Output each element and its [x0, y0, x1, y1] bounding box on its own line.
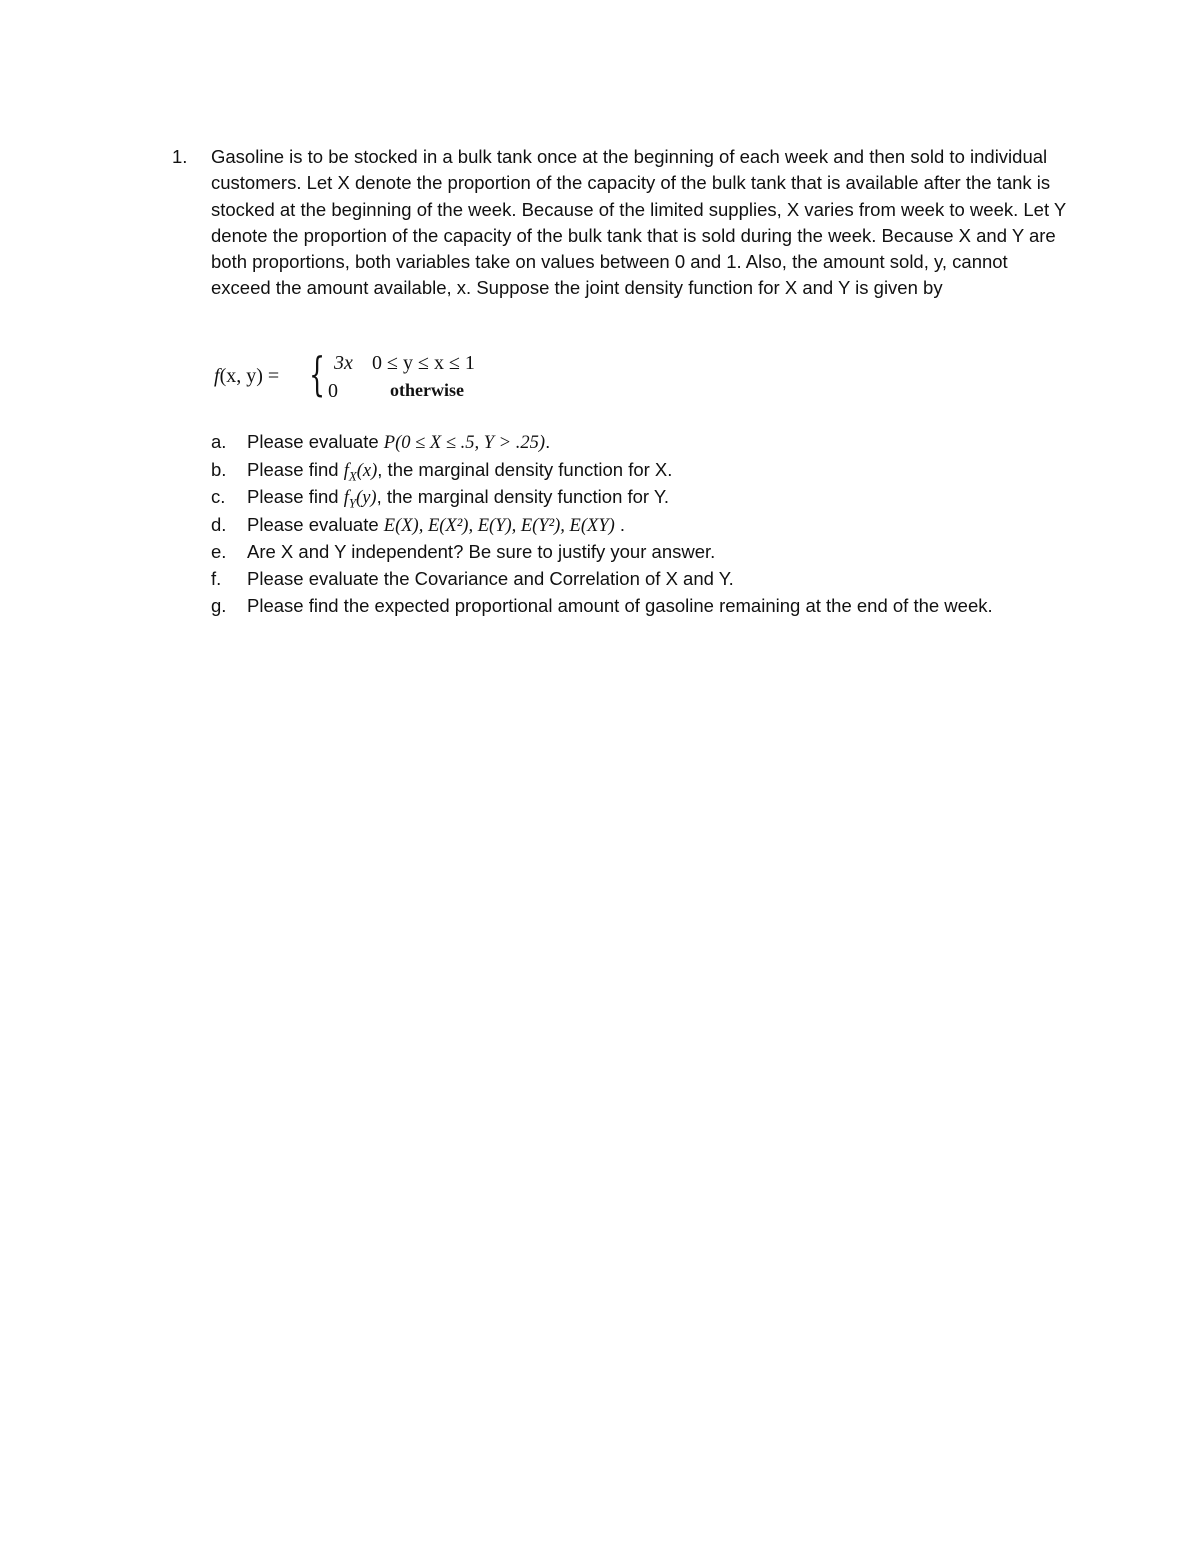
- subpart-text-end: .: [545, 431, 551, 452]
- case-2-value: 0: [328, 380, 338, 402]
- subpart-text: Please find: [247, 486, 344, 508]
- subpart-text-end: , the marginal density function for Y.: [376, 486, 669, 508]
- subpart-b: [211, 457, 1091, 485]
- subpart-list: [211, 429, 1091, 619]
- subpart-text-end: , the marginal density function for X.: [377, 458, 673, 480]
- subpart-math: E(X), E(X²), E(Y), E(Y²), E(XY): [383, 515, 615, 536]
- subpart-a: [211, 429, 1091, 457]
- case-2-condition: otherwise: [390, 380, 464, 400]
- subpart-f: [211, 566, 1091, 593]
- subpart-text: Are X and Y independent? Be sure to justify your answer.: [247, 541, 716, 563]
- equation-lhs: f(x, y) =: [214, 365, 280, 387]
- subpart-math: $f_Y(y)$: [343, 488, 377, 511]
- piecewise-brace: {: [309, 347, 326, 401]
- joint-density-equation: [214, 347, 534, 406]
- problem-statement: Gasoline is to be stocked in a bulk tank once at the beginning of each week and then sold to individual customers. Let X denote the proportion of the capacity of the bulk tank that is available after the tank is stocked at the beginning of the week. Because of the limited supplies, X varies from week to week. Let Y denote the proportion of the capacity of the bulk tank that is sold during the week. Because X and Y are both proportions, both variables take on values between 0 and 1. Also, the amount sold, y, cannot exceed the amount available, x. Suppose the joint density function for X and Y is given by: [211, 146, 1066, 299]
- subpart-text: Please evaluate: [247, 513, 384, 535]
- subpart-d: [211, 512, 1091, 540]
- subpart-marker: d.: [211, 513, 227, 535]
- subpart-g: [211, 593, 1091, 620]
- subpart-math: $f_X(x)$: [343, 460, 378, 484]
- subpart-marker: e.: [211, 541, 227, 563]
- subpart-c: [211, 484, 1091, 512]
- subpart-text: Please find: [247, 458, 344, 480]
- case-1-value: 3x: [334, 352, 353, 374]
- subpart-text-end: .: [614, 513, 626, 535]
- subpart-text: Please find the expected proportional amount of gasoline remaining at the end of the week.: [247, 594, 993, 616]
- subpart-marker: b.: [211, 458, 227, 480]
- problem-number: 1.: [172, 146, 188, 167]
- subpart-marker: g.: [211, 594, 227, 616]
- subpart-e: [211, 539, 1091, 566]
- subpart-marker: f.: [211, 567, 222, 589]
- subpart-marker: c.: [211, 486, 226, 508]
- subpart-marker: a.: [211, 431, 227, 452]
- case-1-condition: 0 ≤ y ≤ x ≤ 1: [372, 352, 475, 374]
- subpart-text: Please evaluate the Covariance and Correlation of X and Y.: [247, 567, 734, 589]
- subpart-math: P(0 ≤ X ≤ .5, Y > .25): [383, 433, 546, 453]
- subpart-text: Please evaluate: [247, 431, 384, 452]
